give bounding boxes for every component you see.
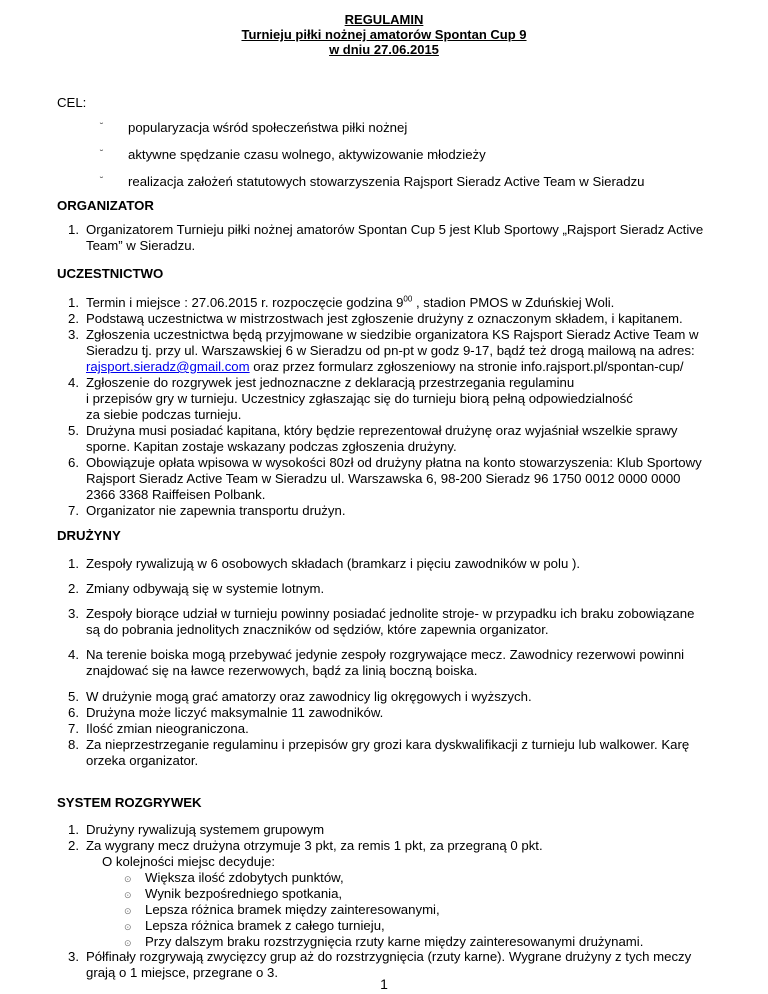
email-link[interactable]: rajsport.sieradz@gmail.com [86,359,250,374]
system-heading: SYSTEM ROZGRYWEK [57,795,202,810]
venue-text: , stadion PMOS w Zduńskiej Woli. [412,295,615,310]
uczestnictwo-item: 2366 3368 Raiffeisen Polbank. [86,487,266,502]
uczestnictwo-heading: UCZESTNICTWO [57,266,164,281]
list-number: 1. [68,556,79,571]
druzyny-item: orzeka organizator. [86,753,199,768]
list-number: 1. [68,222,79,237]
uczestnictwo-item: sporne. Kapitan zostaje wskazany podczas zgłoszenia drużyny. [86,439,457,454]
list-number: 2. [68,581,79,596]
druzyny-item: Drużyna może liczyć maksymalnie 11 zawodników. [86,705,384,720]
organizator-text: Organizatorem Turnieju piłki nożnej amatorów Spontan Cup 5 jest Klub Sportowy „Rajsport Sieradz Active [86,222,704,237]
list-number: 1. [68,295,79,310]
order-intro: O kolejności miejsc decyduje: [102,854,275,869]
list-number: 5. [68,423,79,438]
uczestnictwo-item: Sieradzu tj. przy ul. Warszawskiej 6 w Sieradzu od pn-pt w godz 9-17, bądź też drogą mailową na adres: [86,343,695,358]
list-number: 6. [68,705,79,720]
circle-bullet-icon: ⊙ [124,906,132,916]
system-item: Drużyny rywalizują systemem grupowym [86,822,325,837]
list-number: 2. [68,311,79,326]
list-number: 3. [68,327,79,342]
uczestnictwo-item [86,295,614,311]
list-number: 6. [68,455,79,470]
uczestnictwo-item: Organizator nie zapewnia transportu drużyn. [86,503,346,518]
druzyny-item: są do pobrania jednolitych znaczników od sędziów, które zapewnia organizator. [86,622,549,637]
cel-item: realizacja założeń statutowych stowarzyszenia Rajsport Sieradz Active Team w Sieradzu [128,174,645,189]
criterion-item: Przy dalszym braku rozstrzygnięcia rzuty karne między zainteresowanymi drużynami. [145,934,644,949]
druzyny-heading: DRUŻYNY [57,528,121,543]
organizator-text: Team” w Sieradzu. [86,238,196,253]
organizator-heading: ORGANIZATOR [57,198,154,213]
uczestnictwo-item: za siebie podczas turnieju. [86,407,242,422]
uczestnictwo-item: Rajsport Sieradz Active Team w Sieradzu ul. Warszawska 6, 98-200 Sieradz 96 1750 0012 0000 0000 [86,471,681,486]
druzyny-item: Ilość zmian nieograniczona. [86,721,249,736]
doc-date: w dniu 27.06.2015 [329,42,439,57]
list-number: 1. [68,822,79,837]
page-number: 1 [380,976,388,992]
uczestnictwo-item: Obowiązuje opłata wpisowa w wysokości 80zł od drużyny płatna na konto stowarzyszenia: Klub Sportowy [86,455,702,470]
time-sup: 00 [403,294,413,304]
cel-label: CEL: [57,95,87,110]
form-text: oraz przez formularz zgłoszeniowy na stronie info.rajsport.pl/spontan-cup/ [249,359,684,374]
uczestnictwo-item [86,359,684,375]
uczestnictwo-item: Podstawą uczestnictwa w mistrzostwach jest zgłoszenie drużyny z oznaczonym składem, i kapitanem. [86,311,683,326]
list-number: 7. [68,503,79,518]
doc-title: REGULAMIN [344,12,424,27]
circle-bullet-icon: ⊙ [124,874,132,884]
system-item: Półfinały rozgrywają zwycięzcy grup aż do rozstrzygnięcia (rzuty karne). Wygrane drużyny z tych meczy [86,949,692,964]
list-number: 7. [68,721,79,736]
circle-bullet-icon: ⊙ [124,890,132,900]
cel-item: popularyzacja wśród społeczeństwa piłki nożnej [128,120,408,135]
list-number: 5. [68,689,79,704]
bullet-icon: ˘ [100,149,104,160]
druzyny-item: W drużynie mogą grać amatorzy oraz zawodnicy lig okręgowych i wyższych. [86,689,532,704]
criterion-item: Lepsza różnica bramek z całego turnieju, [145,918,385,933]
list-number: 4. [68,647,79,662]
druzyny-item: Zespoły rywalizują w 6 osobowych składach (bramkarz i pięciu zawodników w polu ). [86,556,581,571]
list-number: 8. [68,737,79,752]
druzyny-item: znajdować się na ławce rezerwowych, bądź za linią boczną boiska. [86,663,478,678]
druzyny-item: Na terenie boiska mogą przebywać jedynie zespoły rozgrywające mecz. Zawodnicy rezerwowi powinni [86,647,685,662]
uczestnictwo-item: i przepisów gry w turnieju. Uczestnicy zgłaszając się do turnieju biorą pełną odpowiedzialność [86,391,633,406]
criterion-item: Większa ilość zdobytych punktów, [145,870,344,885]
system-item: grają o 1 miejsce, przegrane o 3. [86,965,279,980]
time-text: Termin i miejsce : 27.06.2015 r. rozpoczęcie godzina 9 [86,295,404,310]
bullet-icon: ˘ [100,176,104,187]
druzyny-item: Za nieprzestrzeganie regulaminu i przepisów gry grozi kara dyskwalifikacji z turnieju lub walkower. Karę [86,737,690,752]
circle-bullet-icon: ⊙ [124,922,132,932]
uczestnictwo-item: Zgłoszenia uczestnictwa będą przyjmowane w siedzibie organizatora KS Rajsport Sieradz Active Team w [86,327,699,342]
druzyny-item: Zmiany odbywają się w systemie lotnym. [86,581,325,596]
uczestnictwo-item: Drużyna musi posiadać kapitana, który będzie reprezentował drużynę oraz wyjaśniał wszelkie sprawy [86,423,678,438]
list-number: 3. [68,606,79,621]
system-item: Za wygrany mecz drużyna otrzymuje 3 pkt, za remis 1 pkt, za przegraną 0 pkt. [86,838,543,853]
circle-bullet-icon: ⊙ [124,938,132,948]
criterion-item: Wynik bezpośredniego spotkania, [145,886,343,901]
cel-item: aktywne spędzanie czasu wolnego, aktywizowanie młodzieży [128,147,486,162]
list-number: 2. [68,838,79,853]
uczestnictwo-item: Zgłoszenie do rozgrywek jest jednoznaczne z deklaracją przestrzegania regulaminu [86,375,575,390]
list-number: 3. [68,949,79,964]
list-number: 4. [68,375,79,390]
criterion-item: Lepsza różnica bramek między zainteresowanymi, [145,902,440,917]
druzyny-item: Zespoły biorące udział w turnieju powinny posiadać jednolite stroje- w przypadku ich braku zobowiązane [86,606,695,621]
bullet-icon: ˘ [100,122,104,133]
doc-subtitle: Turnieju piłki nożnej amatorów Spontan Cup 9 [241,27,527,42]
